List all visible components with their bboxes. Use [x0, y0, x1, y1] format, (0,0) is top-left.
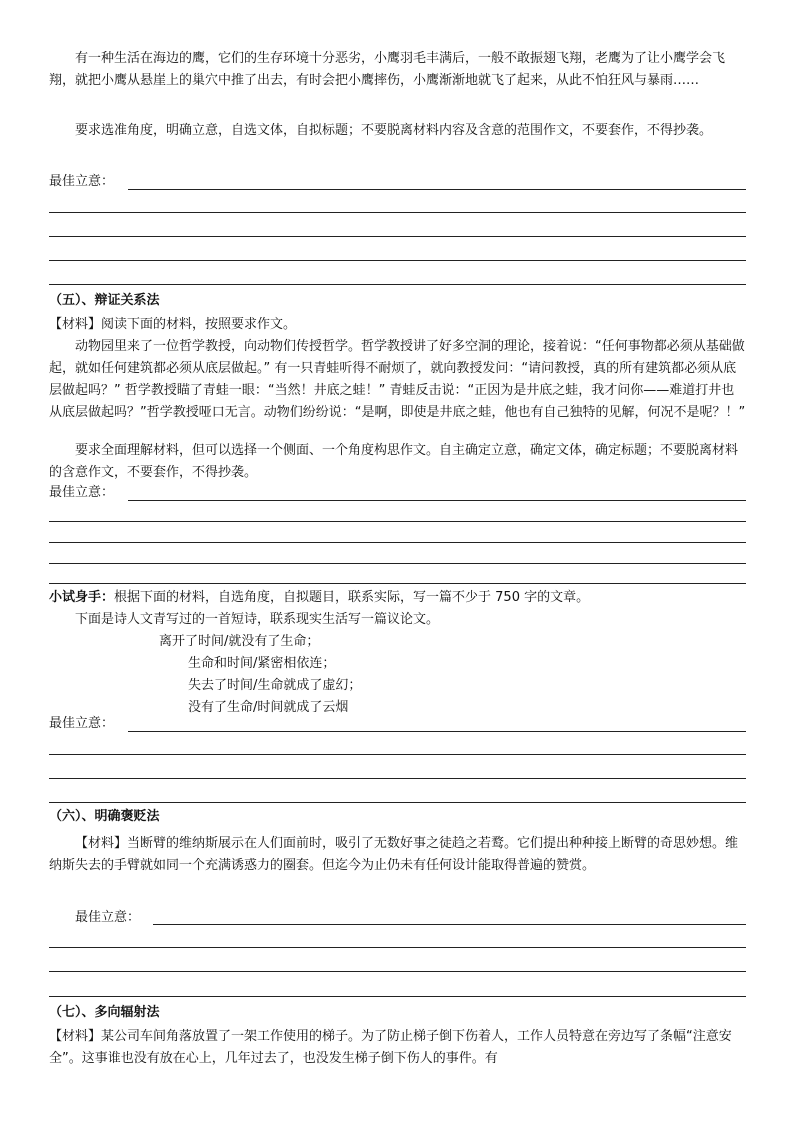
eagle-material-paragraph: 有一种生活在海边的鹰，它们的生存环境十分恶劣，小鹰羽毛丰满后，一般不敢振翅飞翔，老鹰为了让小鹰学会飞翔，就把小鹰从悬崖上的巢穴中推了出去，有时会把小鹰摔伤，小鹰渐渐地就飞了起来，从此不怕狂风与暴雨…… — [49, 51, 726, 88]
answer-line[interactable] — [49, 778, 746, 779]
answer-line[interactable] — [128, 731, 746, 732]
practice-prompt — [49, 587, 746, 609]
section-five-intro: 【材料】阅读下面的材料，按照要求作文。 — [49, 317, 297, 332]
answer-line[interactable] — [49, 563, 746, 564]
answer-line[interactable] — [49, 971, 746, 972]
answer-line[interactable] — [128, 500, 746, 501]
section-five-heading: （五）、辩证关系法 — [49, 293, 160, 308]
answer-line[interactable] — [49, 583, 746, 584]
answer-line[interactable] — [49, 542, 746, 543]
best-idea-label: 最佳立意： — [49, 716, 115, 731]
answer-line[interactable] — [49, 260, 746, 261]
practice-lead: 小试身手： — [49, 590, 115, 605]
requirement-paragraph: 要求选准角度，明确立意，自选文体，自拟标题；不要脱离材料内容及含意的范围作文，不要套作，不得抄袭。 — [75, 123, 713, 138]
answer-line[interactable] — [49, 212, 746, 213]
practice-instruction: 根据下面的材料，自选角度，自拟题目，联系实际，写一篇不少于 750 字的文章。 — [114, 590, 590, 605]
answer-line[interactable] — [128, 189, 746, 190]
best-idea-row — [75, 909, 140, 927]
answer-line[interactable] — [49, 754, 746, 755]
answer-line[interactable] — [49, 521, 746, 522]
philosophy-material-paragraph: 动物园里来了一位哲学教授，向动物们传授哲学。哲学教授讲了好多空洞的理论，接着说：“任何事物都必须从基础做起，就如任何建筑都必须从底层做起。” 有一只青蛙听得不耐烦了，就向教授发问：“请问教授，真的所有建筑都必须从底层做起吗？” 哲学教授瞄了青蛙一眼：“当然！井底之蛙！” 青蛙反击说：“正因为是井底之蛙，我才问你——难道打井也从底层做起吗？”哲学教授哑口无言。动物们纷纷说：“是啊，即使是井底之蛙，他也有自己独特的见解，何况不是呢？！” — [49, 339, 746, 420]
answer-line[interactable] — [49, 284, 746, 285]
section-seven-heading: （七）、多向辐射法 — [49, 1005, 160, 1020]
poem-line-3: 失去了时间/生命就成了虚幻； — [188, 678, 362, 693]
answer-line[interactable] — [153, 924, 746, 925]
section-six-heading: （六）、明确褒贬法 — [49, 809, 160, 824]
poem-line-1: 离开了时间/就没有了生命； — [159, 634, 320, 649]
poem-line-2: 生命和时间/紧密相依连； — [188, 656, 336, 671]
answer-line[interactable] — [49, 802, 746, 803]
answer-line[interactable] — [49, 236, 746, 237]
best-idea-label: 最佳立意： — [75, 910, 141, 925]
best-idea-row — [49, 173, 114, 191]
best-idea-label: 最佳立意： — [49, 485, 115, 500]
answer-line[interactable] — [49, 947, 746, 948]
poem-line-4: 没有了生命/时间就成了云烟 — [188, 700, 349, 715]
best-idea-row — [49, 484, 114, 502]
section-five-requirement: 要求全面理解材料，但可以选择一个侧面、一个角度构思作文。自主确定立意，确定文体，确定标题；不要脱离材料的含意作文，不要套作，不得抄袭。 — [49, 443, 739, 480]
practice-subtext: 下面是诗人文青写过的一首短诗，联系现实生活写一篇议论文。 — [75, 612, 440, 627]
venus-material-paragraph: 【材料】当断臂的维纳斯展示在人们面前时，吸引了无数好事之徒趋之若鹜。它们提出种种接上断臂的奇思妙想。维纳斯失去的手臂就如同一个充满诱惑力的圈套。但迄今为止仍未有任何设计能取得普遍的赞赏。 — [49, 836, 739, 873]
ladder-material-paragraph: 【材料】某公司车间角落放置了一架工作使用的梯子。为了防止梯子倒下伤着人，工作人员特意在旁边写了条幅“注意安全”。这事谁也没有放在心上，几年过去了，也没发生梯子倒下伤人的事件。有 — [49, 1029, 732, 1066]
answer-line[interactable] — [49, 996, 746, 997]
best-idea-label: 最佳立意： — [49, 174, 115, 189]
best-idea-row — [49, 715, 114, 733]
